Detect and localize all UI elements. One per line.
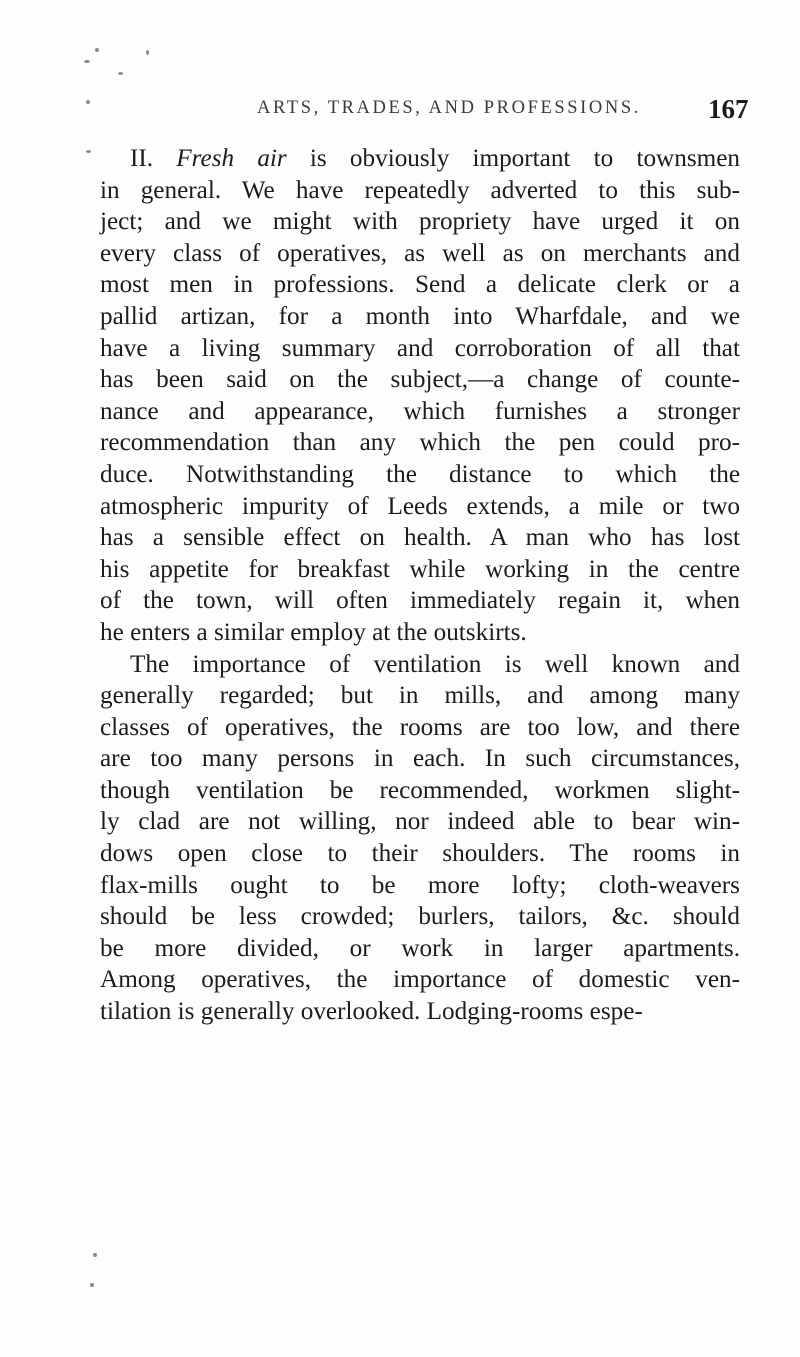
text-line: be more divided, or work in larger apartments. — [100, 934, 740, 962]
text-line: pallid artizan, for a month into Wharfdale, and we — [100, 302, 740, 330]
text-line: duce. Notwithstanding the distance to which the — [100, 460, 740, 488]
page-header — [0, 94, 800, 138]
text-line: The importance of ventilation is well known and — [130, 650, 740, 678]
text-line: has been said on the subject,—a change of counte- — [100, 366, 740, 394]
text-line: recommendation than any which the pen could pro- — [100, 429, 740, 457]
text-line: Among operatives, the importance of domestic ven- — [100, 966, 740, 994]
text-line: generally regarded; but in mills, and among many — [100, 682, 740, 710]
text-line: II. Fresh air is obviously important to townsmen — [130, 145, 740, 172]
page-number: 167 — [708, 94, 749, 124]
text-line: should be less crowded; burlers, tailors, &c. should — [100, 903, 740, 931]
text-line: most men in professions. Send a delicate clerk or a — [100, 271, 740, 299]
text-line: are too many persons in each. In such circumstances, — [100, 745, 740, 773]
text-line: ject; and we might with propriety have urged it on — [100, 208, 740, 236]
text-line: flax-mills ought to be more lofty; cloth-weavers — [100, 871, 740, 899]
text-line: though ventilation be recommended, workmen slight- — [100, 776, 740, 804]
text-line: tilation is generally overlooked. Lodging-rooms espe- — [100, 998, 643, 1026]
text-line: of the town, will often immediately regain it, when — [100, 587, 740, 615]
text-line: classes of operatives, the rooms are too low, and there — [100, 713, 740, 741]
running-title: ARTS, TRADES, AND PROFESSIONS. — [257, 98, 641, 118]
text-line: ly clad are not willing, nor indeed able to bear win- — [100, 808, 740, 836]
text-line: his appetite for breakfast while working in the centre — [100, 555, 740, 583]
text-line: he enters a similar employ at the outskirts. — [100, 618, 527, 646]
text-line: has a sensible effect on health. A man who has lost — [100, 524, 740, 552]
text-line: in general. We have repeatedly adverted to this sub- — [100, 176, 740, 204]
text-line: have a living summary and corroboration of all that — [100, 334, 740, 362]
text-line: dows open close to their shoulders. The rooms in — [100, 840, 740, 868]
text-line: every class of operatives, as well as on merchants and — [100, 239, 740, 267]
body-text — [100, 143, 740, 1028]
text-line: nance and appearance, which furnishes a stronger — [100, 397, 740, 425]
text-line: atmospheric impurity of Leeds extends, a mile or two — [100, 492, 740, 520]
